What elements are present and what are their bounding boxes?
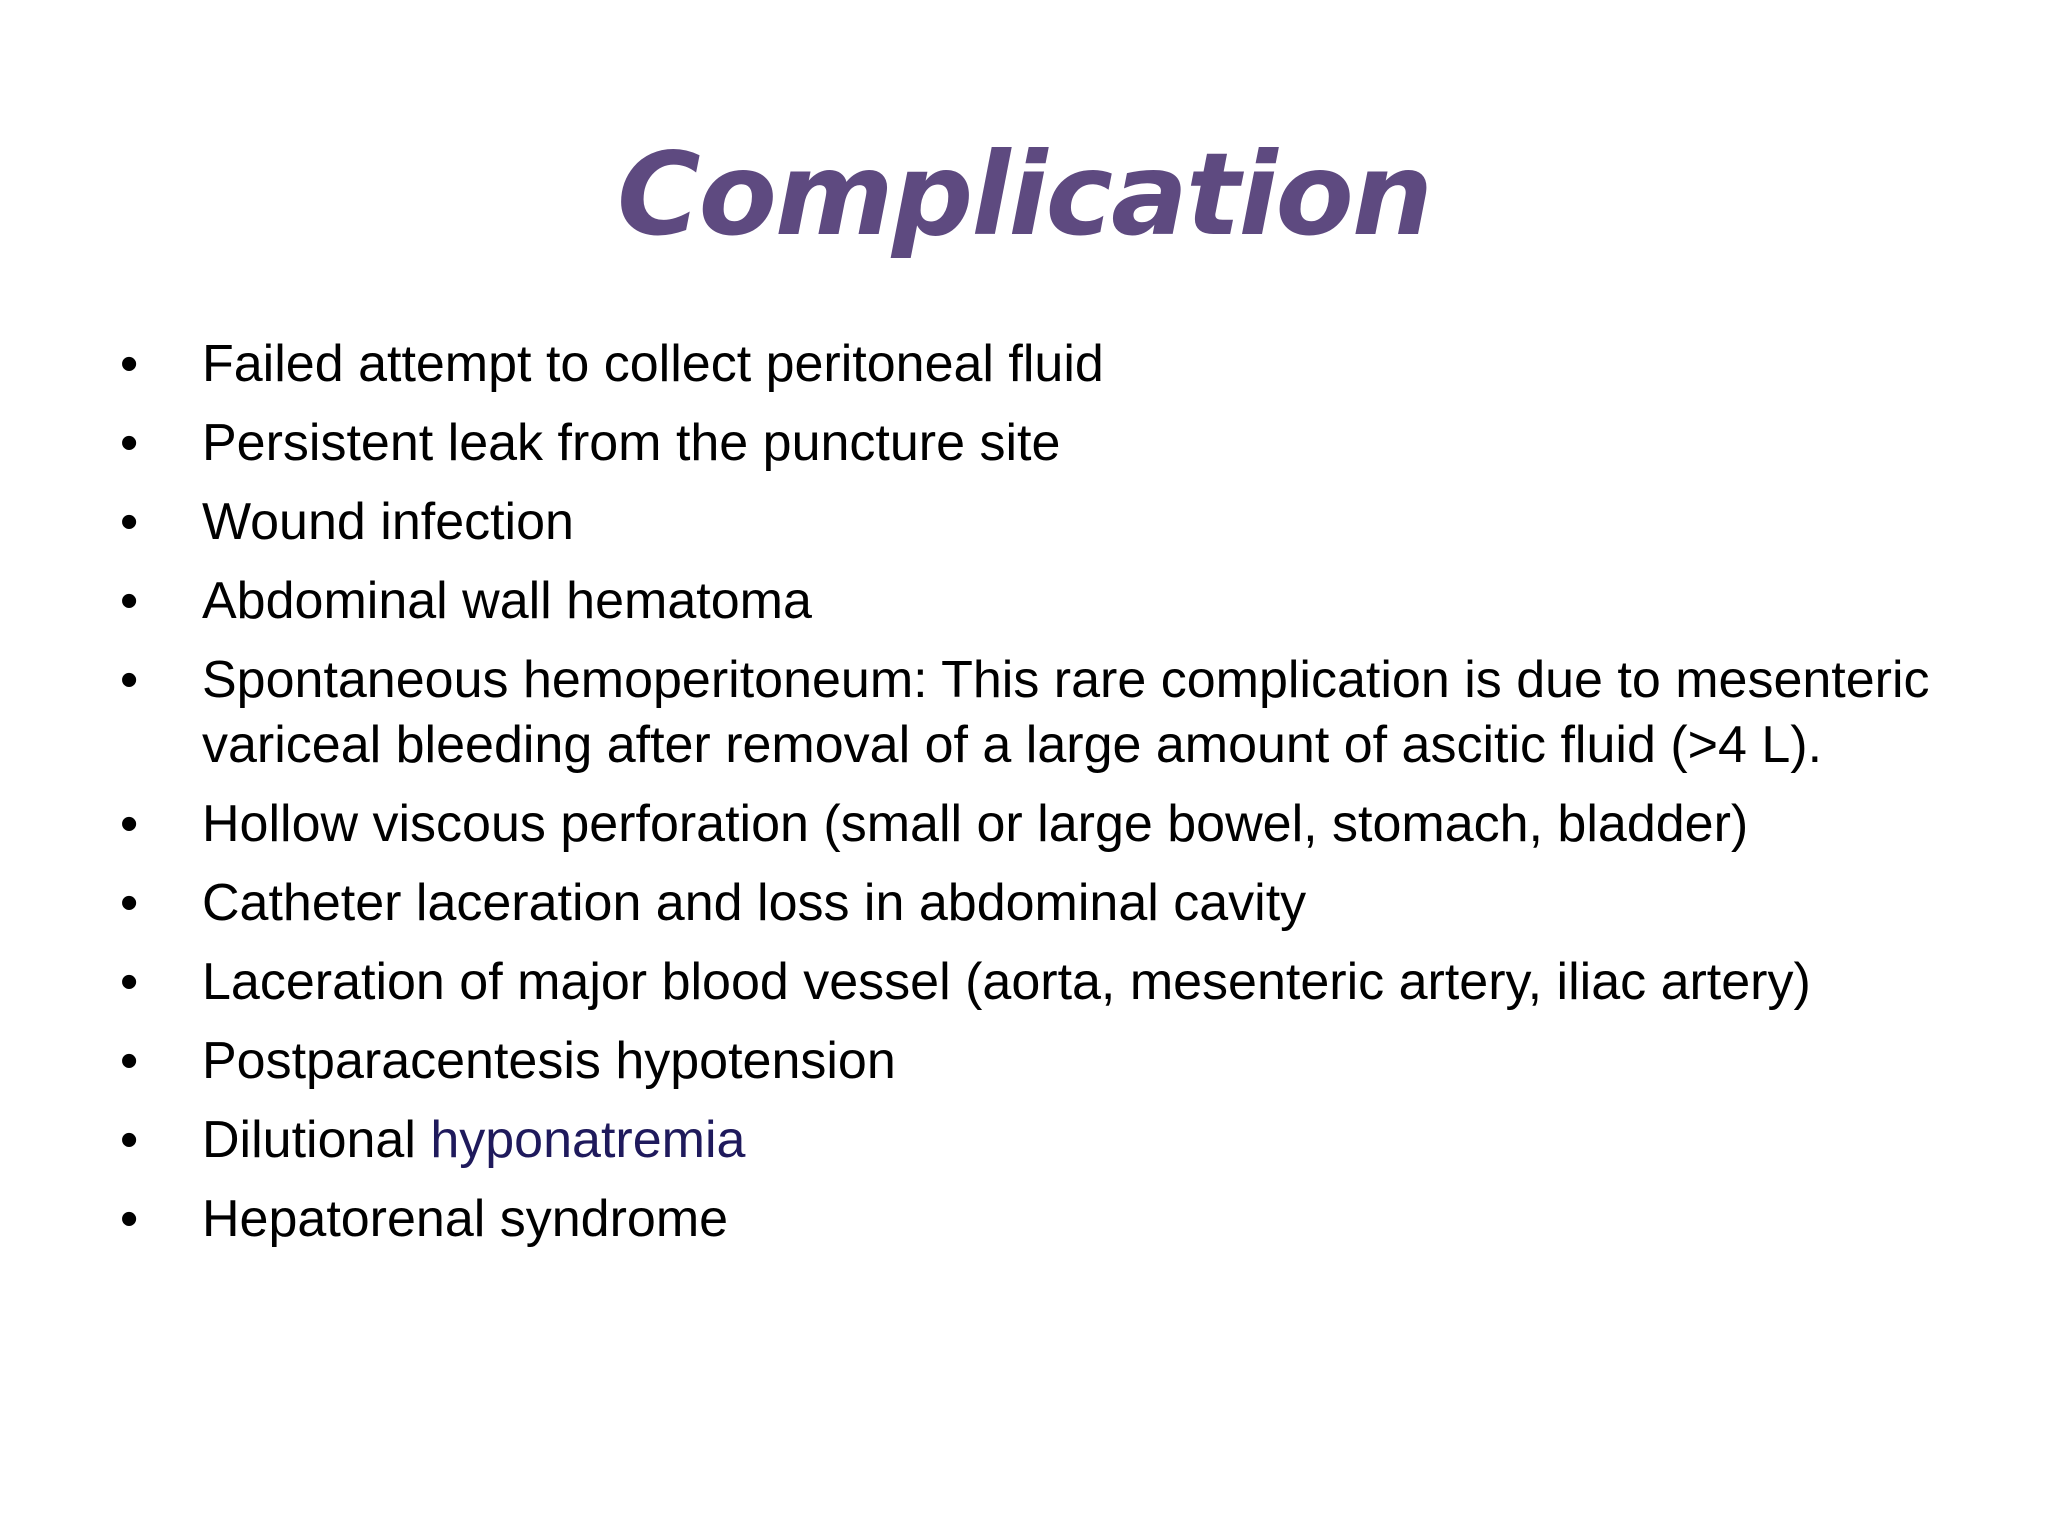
list-item	[120, 569, 1980, 634]
list-item	[120, 871, 1980, 936]
list-item-text: Abdominal wall hematoma	[202, 572, 812, 630]
list-item-text: Laceration of major blood vessel (aorta, mesenteric artery, iliac artery)	[202, 953, 1811, 1011]
bullet-icon: •	[120, 651, 139, 709]
list-item	[120, 648, 1980, 778]
list-item-text: Catheter laceration and loss in abdominal cavity	[202, 874, 1307, 932]
bullet-icon: •	[120, 795, 139, 853]
list-item-text: Hollow viscous perforation (small or large bowel, stomach, bladder)	[202, 795, 1749, 853]
bullet-icon: •	[120, 953, 139, 1011]
list-item	[120, 1108, 1980, 1173]
list-item-text	[202, 1111, 745, 1169]
list-item	[120, 950, 1980, 1015]
list-item	[120, 792, 1980, 857]
list-item-text: Persistent leak from the puncture site	[202, 414, 1061, 472]
bullet-list	[120, 332, 1980, 1266]
bullet-icon: •	[120, 493, 139, 551]
list-item	[120, 490, 1980, 555]
list-item-text: Spontaneous hemoperitoneum: This rare complication is due to mesenteric variceal bleeding after removal of a large amount of ascitic fluid (>4 L).	[202, 651, 1930, 774]
list-item	[120, 411, 1980, 476]
slide-title: Complication	[616, 128, 1432, 261]
bullet-icon: •	[120, 414, 139, 472]
bullet-icon: •	[120, 1111, 139, 1169]
list-item-text: Postparacentesis hypotension	[202, 1032, 896, 1090]
bullet-icon: •	[120, 335, 139, 393]
list-item	[120, 332, 1980, 397]
bullet-icon: •	[120, 1032, 139, 1090]
list-item	[120, 1029, 1980, 1094]
accent-term: hyponatremia	[430, 1111, 746, 1169]
list-item	[120, 1187, 1980, 1252]
list-item-text: Failed attempt to collect peritoneal fluid	[202, 335, 1104, 393]
bullet-icon: •	[120, 1190, 139, 1248]
list-item-prefix: Dilutional	[202, 1111, 431, 1169]
list-item-text: Wound infection	[202, 493, 574, 551]
bullet-icon: •	[120, 874, 139, 932]
bullet-icon: •	[120, 572, 139, 630]
list-item-text: Hepatorenal syndrome	[202, 1190, 729, 1248]
